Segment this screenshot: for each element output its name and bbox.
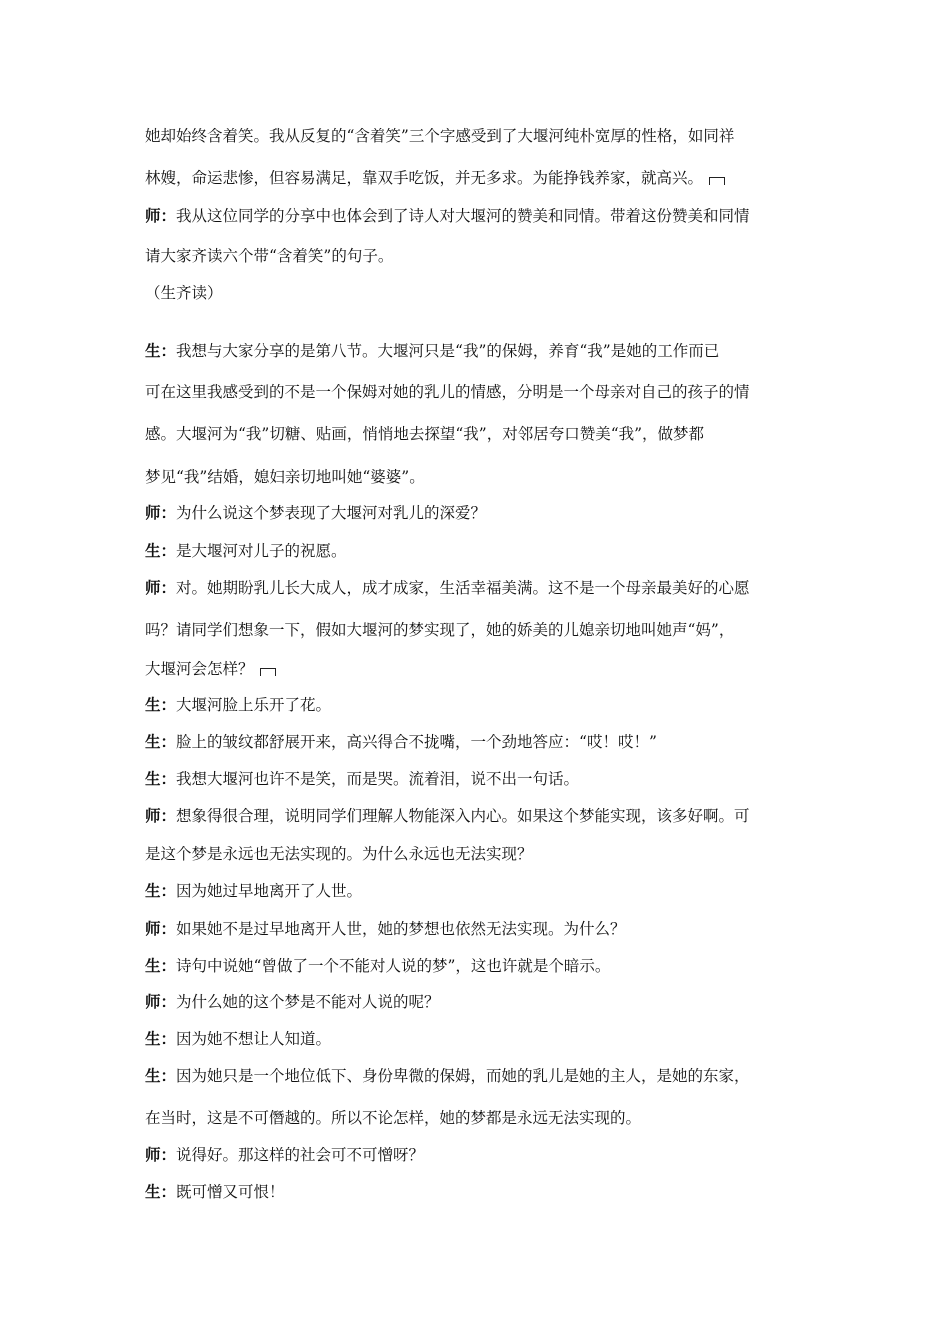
text-line [145, 424, 704, 444]
speaker-label: 生： [145, 342, 177, 360]
line-text: （生齐读） [145, 284, 223, 302]
text-line [145, 578, 750, 598]
text-line [145, 769, 579, 789]
text-line [145, 382, 750, 402]
text-line [145, 206, 750, 226]
line-text: 因为她不想让人知道。 [176, 1030, 332, 1048]
text-line [145, 283, 223, 303]
line-text: 我想与大家分享的是第八节。大堰河只是“我”的保姆，养育“我”是她的工作而已 [176, 342, 720, 360]
edit-mark-icon [260, 668, 276, 676]
text-line [145, 1029, 331, 1049]
line-text: 说得好。那这样的社会可不可憎呀？ [176, 1146, 425, 1164]
text-line [145, 806, 750, 826]
line-text: 吗？请同学们想象一下，假如大堰河的梦实现了，她的娇美的儿媳亲切地叫她声“妈”， [145, 621, 735, 639]
line-text: 请大家齐读六个带“含着笑”的句子。 [145, 247, 394, 265]
text-line [145, 956, 610, 976]
speaker-label: 师： [145, 993, 177, 1011]
speaker-label: 生： [145, 882, 177, 900]
line-text: 在当时，这是不可僭越的。所以不论怎样，她的梦都是永远无法实现的。 [145, 1109, 642, 1127]
edit-mark-icon [709, 177, 725, 185]
text-line [145, 659, 276, 679]
text-line [145, 992, 440, 1012]
speaker-label: 师： [145, 807, 177, 825]
speaker-label: 生： [145, 696, 177, 714]
text-line [145, 168, 725, 188]
line-text: 既可憎又可恨！ [176, 1183, 285, 1201]
text-line [145, 1145, 424, 1165]
text-line [145, 881, 362, 901]
line-text: 脸上的皱纹都舒展开来，高兴得合不拢嘴，一个劲地答应：“哎！哎！” [176, 733, 657, 751]
text-line [145, 695, 331, 715]
line-text: 大堰河脸上乐开了花。 [176, 696, 332, 714]
line-text: 是大堰河对儿子的祝愿。 [176, 542, 347, 560]
text-line [145, 246, 393, 266]
line-text: 诗句中说她“曾做了一个不能对人说的梦”，这也许就是个暗示。 [176, 957, 611, 975]
text-line [145, 541, 347, 561]
speaker-label: 生： [145, 1030, 177, 1048]
line-text: 我想大堰河也许不是笑，而是哭。流着泪，说不出一句话。 [176, 770, 580, 788]
line-text: 因为她过早地离开了人世。 [176, 882, 363, 900]
speaker-label: 生： [145, 733, 177, 751]
line-text: 感。大堰河为“我”切糖、贴画，悄悄地去探望“我”，对邻居夸口赞美“我”，做梦都 [145, 425, 705, 443]
line-text: 因为她只是一个地位低下、身份卑微的保姆，而她的乳儿是她的主人，是她的东家， [176, 1067, 750, 1085]
text-line [145, 844, 533, 864]
text-line [145, 919, 626, 939]
text-line [145, 620, 734, 640]
line-text: 梦见“我”结婚，媳妇亲切地叫她“婆婆”。 [145, 468, 425, 486]
text-line [145, 341, 719, 361]
speaker-label: 生： [145, 957, 177, 975]
speaker-label: 师： [145, 207, 177, 225]
line-text: 林嫂，命运悲惨，但容易满足，靠双手吃饭，并无多求。为能挣钱养家，就高兴。 [145, 169, 704, 187]
line-text: 为什么说这个梦表现了大堰河对乳儿的深爱？ [176, 504, 487, 522]
line-text: 可在这里我感受到的不是一个保姆对她的乳儿的情感，分明是一个母亲对自己的孩子的情 [145, 383, 750, 401]
text-line [145, 126, 734, 146]
line-text: 我从这位同学的分享中也体会到了诗人对大堰河的赞美和同情。带着这份赞美和同情 [176, 207, 750, 225]
text-line [145, 1066, 750, 1086]
line-text: 大堰河会怎样？ [145, 660, 254, 678]
speaker-label: 生： [145, 770, 177, 788]
line-text: 如果她不是过早地离开人世，她的梦想也依然无法实现。为什么？ [176, 920, 626, 938]
line-text: 是这个梦是永远也无法实现的。为什么永远也无法实现？ [145, 845, 533, 863]
speaker-label: 生： [145, 1067, 177, 1085]
line-text: 为什么她的这个梦是不能对人说的呢？ [176, 993, 440, 1011]
text-line [145, 732, 657, 752]
speaker-label: 师： [145, 920, 177, 938]
line-text: 想象得很合理，说明同学们理解人物能深入内心。如果这个梦能实现，该多好啊。可 [176, 807, 750, 825]
text-line [145, 1108, 641, 1128]
text-line [145, 503, 486, 523]
speaker-label: 师： [145, 504, 177, 522]
line-text: 她却始终含着笑。我从反复的“含着笑”三个字感受到了大堰河纯朴宽厚的性格，如同祥 [145, 127, 735, 145]
text-line [145, 1182, 285, 1202]
speaker-label: 生： [145, 542, 177, 560]
speaker-label: 师： [145, 1146, 177, 1164]
text-line [145, 467, 425, 487]
line-text: 对。她期盼乳儿长大成人，成才成家，生活幸福美满。这不是一个母亲最美好的心愿 [176, 579, 750, 597]
speaker-label: 生： [145, 1183, 177, 1201]
speaker-label: 师： [145, 579, 177, 597]
